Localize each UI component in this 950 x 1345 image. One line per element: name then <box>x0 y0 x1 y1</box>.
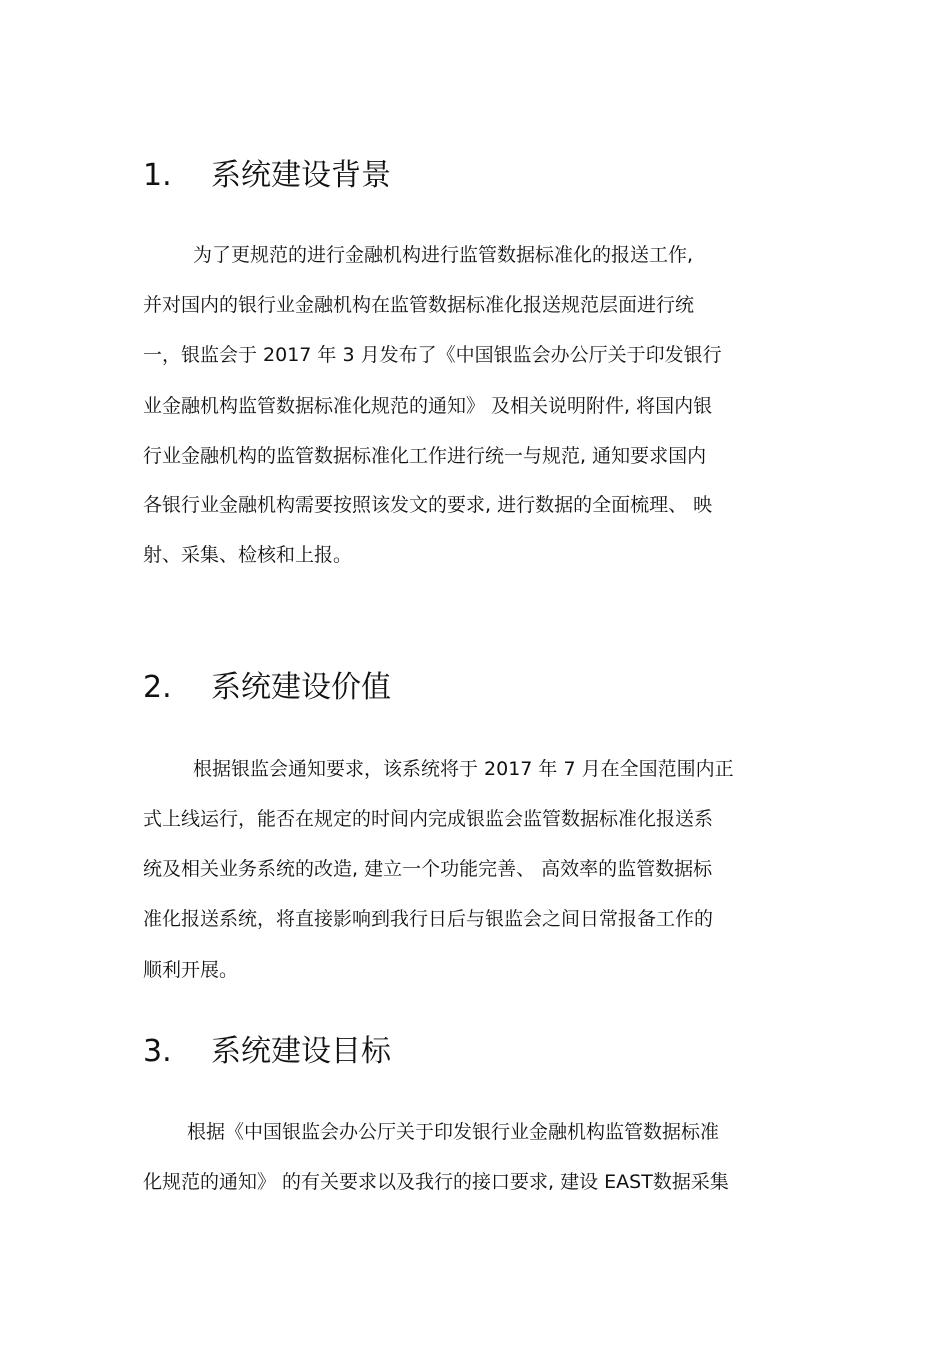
section-1-line-6: 各银行业金融机构需要按照该发文的要求, 进行数据的全面梳理、 映 <box>143 494 713 516</box>
section-3-line-2: 化规范的通知》 的有关要求以及我行的接口要求, 建设 EAST数据采集 <box>143 1171 729 1193</box>
section-2-line-5: 顺利开展。 <box>143 959 239 981</box>
section-3-line-1: 根据《中国银监会办公厅关于印发银行业金融机构监管数据标准 <box>187 1121 720 1143</box>
section-2-number: 2. <box>143 670 172 705</box>
section-1-number: 1. <box>143 158 172 193</box>
section-2-line-3: 统及相关业务系统的改造, 建立一个功能完善、 高效率的监管数据标 <box>143 858 713 880</box>
section-2-line-1: 根据银监会通知要求，该系统将于 2017 年 7 月在全国范围内正 <box>193 758 734 780</box>
section-2-title: 系统建设价值 <box>211 670 391 705</box>
section-1-title: 系统建设背景 <box>211 158 391 193</box>
section-1-line-3: 一，银监会于 2017 年 3 月发布了《中国银监会办公厅关于印发银行 <box>143 344 722 366</box>
section-1-line-1: 为了更规范的进行金融机构进行监管数据标准化的报送工作, <box>193 244 694 266</box>
section-3-number: 3. <box>143 1034 172 1069</box>
section-1-line-5: 行业金融机构的监管数据标准化工作进行统一与规范, 通知要求国内 <box>143 445 707 467</box>
section-1-line-2: 并对国内的银行业金融机构在监管数据标准化报送规范层面进行统 <box>143 294 695 316</box>
section-1-line-4: 业金融机构监管数据标准化规范的通知》 及相关说明附件, 将国内银 <box>143 395 713 417</box>
section-1-heading <box>143 158 391 194</box>
section-2-heading <box>143 670 391 706</box>
section-1-line-7: 射、采集、检核和上报。 <box>143 544 353 566</box>
section-2-line-2: 式上线运行，能否在规定的时间内完成银监会监管数据标准化报送系 <box>143 808 714 830</box>
section-3-title: 系统建设目标 <box>211 1034 391 1069</box>
section-3-heading <box>143 1034 391 1070</box>
section-2-line-4: 准化报送系统，将直接影响到我行日后与银监会之间日常报备工作的 <box>143 908 714 930</box>
